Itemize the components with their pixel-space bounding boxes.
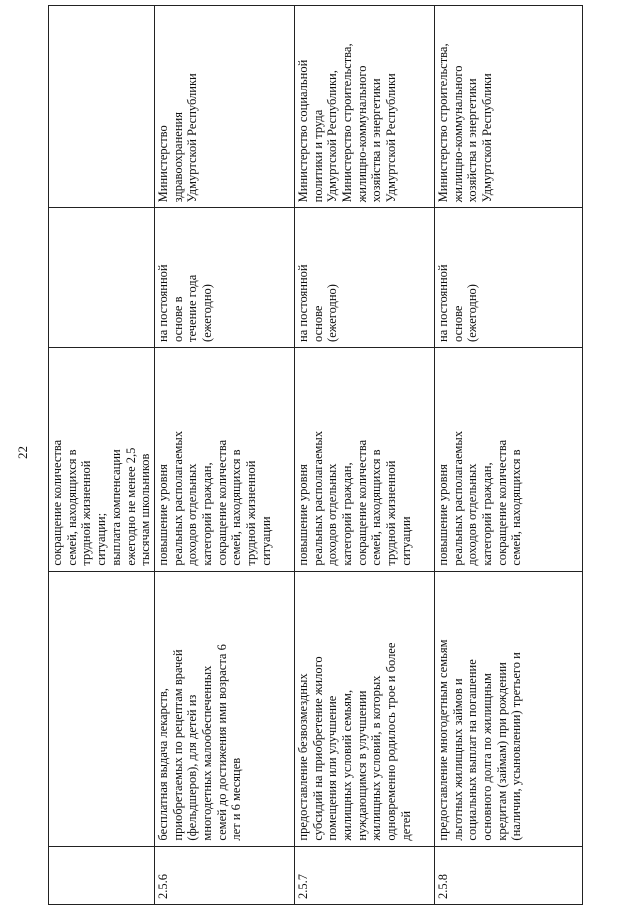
cell-number: 2.5.8 <box>434 846 582 904</box>
table-row-continuation <box>49 6 155 905</box>
cell-measure: предоставление многодетным семьям льготных жилищных займов и социальных выплат на погашение основного долга по жилищным кредитам (займам) при рождении (наличии, усыновлении) третьего и <box>434 571 582 846</box>
cell-number: 2.5.7 <box>294 846 434 904</box>
table-row <box>294 6 434 905</box>
measures-table <box>48 5 583 905</box>
cell-executor <box>49 6 155 208</box>
cell-measure: предоставление безвозмездных субсидий на приобретение жилого помещения или улучшение жилищных условий семьям, нуждающимся в улучшении жилищных условий, в которых одновременно родилось трое и более детей <box>294 571 434 846</box>
cell-term: на постоянной основе в течение года (ежегодно) <box>154 208 294 348</box>
cell-number: 2.5.6 <box>154 846 294 904</box>
cell-result: повышение уровня реальных располагаемых доходов отдельных категорий граждан, сокращение количества семей, находящихся в <box>434 347 582 571</box>
cell-result: повышение уровня реальных располагаемых доходов отдельных категорий граждан, сокращение количества семей, находящихся в трудной жизненной ситуации <box>154 347 294 571</box>
cell-term <box>49 208 155 348</box>
table-row <box>434 6 582 905</box>
cell-measure: бесплатная выдача лекарств, приобретаемых по рецептам врачей (фельдшеров), для детей из многодетных малообеспеченных семей до достижения ими возраста 6 лет и 6 месяцев <box>154 571 294 846</box>
cell-term: на постоянной основе (ежегодно) <box>434 208 582 348</box>
cell-executor: Министерство социальной политики и труда Удмуртской Республики, Министерство строительства, жилищно-коммунального хозяйства и энергетики Удмуртской Республики <box>294 6 434 208</box>
page-number: 22 <box>15 446 30 459</box>
cell-executor: Министерство здравоохранения Удмуртской Республики <box>154 6 294 208</box>
table-row <box>154 6 294 905</box>
cell-term: на постоянной основе (ежегодно) <box>294 208 434 348</box>
cell-number <box>49 846 155 904</box>
cell-result: сокращение количества семей, находящихся в трудной жизненной ситуации; выплата компенсации ежегодно не менее 2,5 тысячам школьников <box>49 347 155 571</box>
cell-result: повышение уровня реальных располагаемых доходов отдельных категорий граждан, сокращение количества семей, находящихся в трудной жизненной ситуации <box>294 347 434 571</box>
cell-measure <box>49 571 155 846</box>
cell-executor: Министерство строительства, жилищно-коммунального хозяйства и энергетики Удмуртской Республики <box>434 6 582 208</box>
